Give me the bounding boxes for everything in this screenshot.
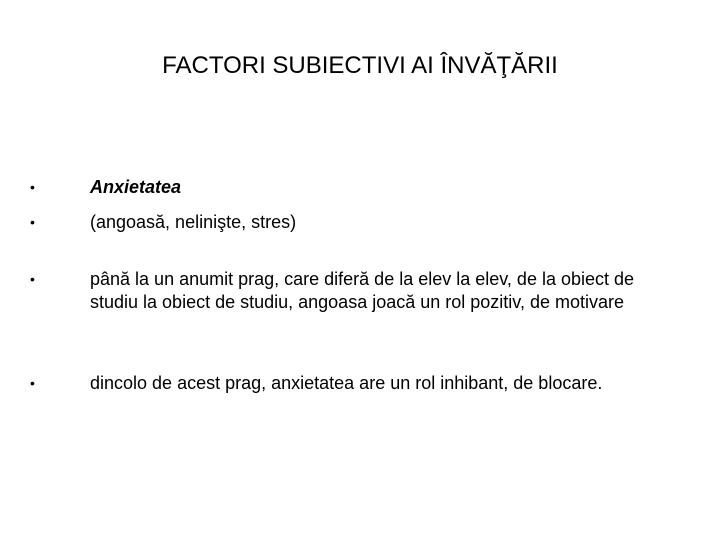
bullet-marker: • — [30, 179, 35, 195]
bullet-text-inhibiting-role: dincolo de acest prag, anxietatea are un rol inhibant, de blocare. — [90, 373, 603, 393]
bullet-marker: • — [30, 271, 35, 287]
bullet-marker: • — [30, 214, 35, 230]
bullet-text-heading: Anxietatea — [90, 177, 182, 197]
slide-title: FACTORI SUBIECTIVI AI ÎNVĂŢĂRII — [162, 52, 558, 79]
bullet-text-synonyms: (angoasă, nelinişte, stres) — [90, 212, 297, 232]
bullet-marker: • — [30, 375, 35, 391]
bullet-text-positive-role: până la un anumit prag, care diferă de la elev la elev, de la obiect de studiu la obiect de studiu, angoasa joacă un rol pozitiv, de motivare — [90, 269, 635, 312]
